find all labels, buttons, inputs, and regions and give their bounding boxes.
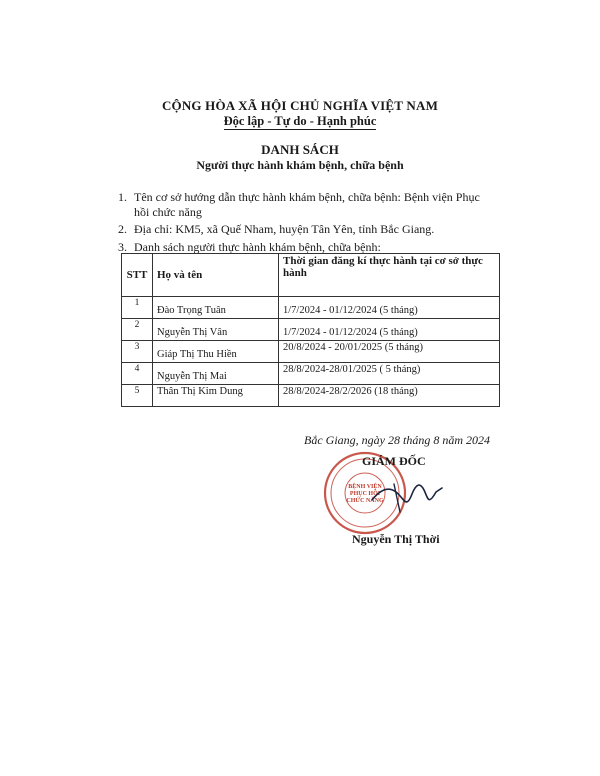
handwritten-signature (366, 470, 446, 520)
trainee-table (121, 253, 500, 407)
cell-stt: 5 (122, 385, 153, 407)
place-date: Bắc Giang, ngày 28 tháng 8 năm 2024 (304, 433, 490, 447)
cell-period (279, 385, 500, 407)
table-header-row (122, 254, 500, 297)
country-header: CỘNG HÒA XÃ HỘI CHỦ NGHĨA VIỆT NAM (161, 98, 439, 113)
cell-name (153, 385, 279, 407)
cell-period (279, 363, 500, 385)
table-row (122, 319, 500, 341)
cell-name-text: Nguyễn Thị Vân (157, 327, 228, 338)
table-row (122, 297, 500, 319)
cell-period-text: 28/8/2024-28/01/2025 ( 5 tháng) (283, 364, 421, 375)
seal-text-2: PHỤC HỒI (349, 491, 381, 497)
cell-stt: 1 (122, 297, 153, 319)
cell-period-text: 1/7/2024 - 01/12/2024 (5 tháng) (283, 327, 418, 338)
cell-stt: 4 (122, 363, 153, 385)
signer-name: Nguyễn Thị Thời (352, 532, 440, 546)
motto-header (0, 114, 600, 129)
cell-name (153, 363, 279, 385)
list-item-number: 1. (118, 190, 127, 204)
document-subtitle: Người thực hành khám bệnh, chữa bệnh (196, 158, 404, 172)
cell-name (153, 341, 279, 363)
table-row (122, 363, 500, 385)
header-name: Họ và tên (153, 254, 279, 297)
info-list (118, 190, 488, 257)
list-item (118, 190, 488, 219)
list-item (118, 222, 488, 237)
list-item-number: 2. (118, 222, 127, 236)
cell-stt: 3 (122, 341, 153, 363)
list-item-number: 3. (118, 239, 127, 254)
cell-name (153, 319, 279, 341)
cell-name-text: Nguyễn Thị Mai (157, 371, 227, 382)
cell-period (279, 341, 500, 363)
list-item-text: Tên cơ sở hướng dẫn thực hành khám bệnh, chữa bệnh: Bệnh viện Phục hồi chức năng (134, 190, 480, 219)
table-row (122, 341, 500, 363)
document-title: DANH SÁCH (261, 142, 339, 157)
cell-period-text: 1/7/2024 - 01/12/2024 (5 tháng) (283, 305, 418, 316)
list-item (118, 240, 488, 255)
cell-name-text: Thân Thị Kim Dung (157, 386, 243, 397)
cell-period (279, 297, 500, 319)
list-item-text: Địa chỉ: KM5, xã Quế Nham, huyện Tân Yên, tỉnh Bắc Giang. (134, 222, 435, 236)
cell-name (153, 297, 279, 319)
cell-period-text: 28/8/2024-28/2/2026 (18 tháng) (283, 386, 418, 397)
director-title: GIÁM ĐỐC (362, 454, 426, 468)
cell-period (279, 319, 500, 341)
header-period: Thời gian đăng kí thực hành tại cơ sở thực hành (279, 254, 500, 297)
motto-text: Độc lập - Tự do - Hạnh phúc (223, 114, 377, 128)
cell-period-text: 20/8/2024 - 20/01/2025 (5 tháng) (283, 342, 423, 353)
header-stt: STT (122, 254, 153, 297)
cell-name-text: Giáp Thị Thu Hiền (157, 349, 237, 360)
cell-name-text: Đào Trọng Tuân (157, 305, 226, 316)
seal-text-3: CHỨC NĂNG (346, 498, 384, 504)
cell-stt: 2 (122, 319, 153, 341)
seal-text-1: BỆNH VIỆN (348, 484, 382, 490)
table-row (122, 385, 500, 407)
list-item-text: Danh sách người thực hành khám bệnh, chữa bệnh: (134, 239, 381, 254)
